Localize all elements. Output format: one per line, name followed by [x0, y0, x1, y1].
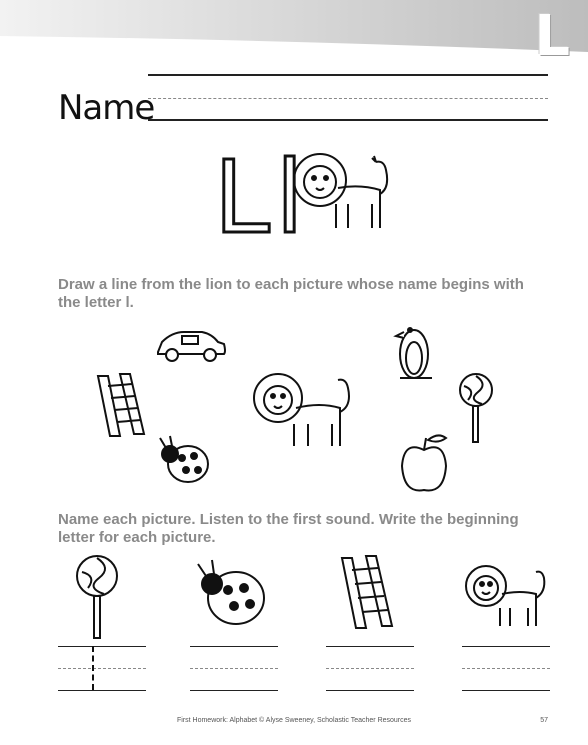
apple-icon[interactable]: [398, 430, 452, 496]
instruction-2: Name each picture. Listen to the first sound. Write the beginning letter for each picture.: [58, 511, 519, 546]
lion-icon: [288, 148, 398, 238]
write-lines-2[interactable]: [190, 646, 278, 706]
write-base-line: [58, 690, 146, 691]
write-mid-line: [58, 668, 146, 669]
write-base-line: [462, 690, 550, 691]
lion-icon: [460, 560, 550, 632]
write-base-line: [190, 690, 278, 691]
title-upper-letter: L: [214, 139, 276, 256]
lollipop-icon: [72, 552, 122, 642]
write-mid-line: [462, 668, 550, 669]
lollipop-icon[interactable]: [456, 370, 496, 446]
write-lines-4[interactable]: [462, 646, 550, 706]
ladder-icon: [338, 552, 398, 634]
ladybug-icon[interactable]: [156, 432, 216, 492]
name-top-line: [148, 74, 548, 76]
name-field: [0, 0, 588, 140]
car-icon[interactable]: [154, 324, 229, 364]
ladder-icon[interactable]: [94, 370, 150, 442]
name-mid-line: [148, 98, 548, 99]
write-lines-1[interactable]: [58, 646, 146, 706]
write-top-line: [190, 646, 278, 647]
instruction-1: Draw a line from the lion to each picture whose name begins with the letter l.: [58, 276, 524, 311]
penguin-icon[interactable]: [392, 316, 440, 382]
write-top-line: [58, 646, 146, 647]
name-write-line[interactable]: [148, 119, 548, 121]
write-base-line: [326, 690, 414, 691]
write-lines-3[interactable]: [326, 646, 414, 706]
ladybug-icon: [194, 556, 274, 636]
banner-letter: L: [534, 4, 570, 69]
lion-icon[interactable]: [248, 368, 358, 454]
write-mid-line: [326, 668, 414, 669]
title-lower-letter: l: [275, 139, 310, 256]
page-number: 57: [540, 717, 548, 724]
footer-credit: First Homework: Alphabet © Alyse Sweeney, Scholastic Teacher Resources: [176, 717, 412, 724]
traced-letter-l: [92, 646, 94, 690]
write-mid-line: [190, 668, 278, 669]
write-top-line: [462, 646, 550, 647]
name-label: Name: [58, 88, 155, 128]
write-top-line: [326, 646, 414, 647]
